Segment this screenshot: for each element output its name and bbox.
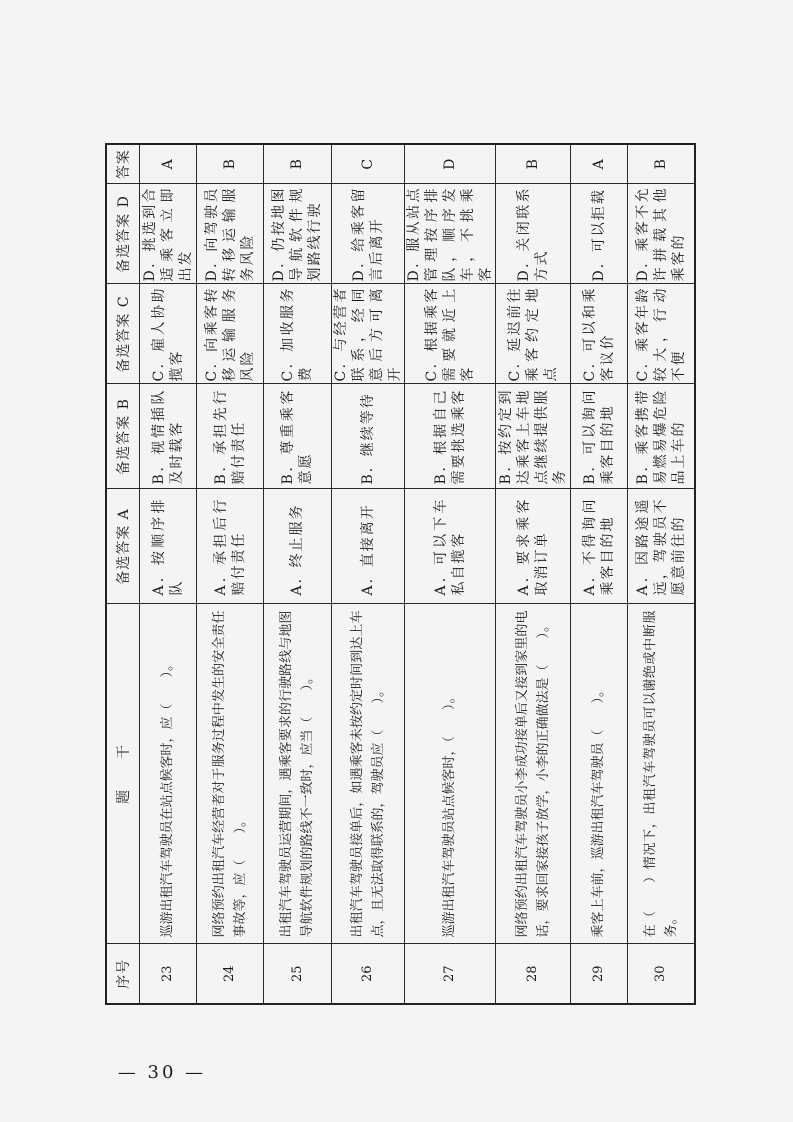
option-a: A．要求乘客取消订单 (495, 489, 570, 604)
option-c: C．与经营者联系，经同意后方可离开 (331, 284, 404, 384)
option-b: B．尊重乘客意愿 (263, 384, 331, 489)
correct-answer: A (570, 144, 627, 184)
question-number: 28 (495, 944, 570, 1004)
option-a: A．终止服务 (263, 489, 331, 604)
option-a: A．按顺序排队 (139, 489, 196, 604)
option-b: B．继续等待 (331, 384, 404, 489)
correct-answer: D (404, 144, 495, 184)
question-table-container (105, 145, 696, 1005)
option-a: A．因路途遥远，驾驶员不愿意前往的 (627, 489, 695, 604)
table-row (627, 144, 695, 1004)
option-b: B．按约定到达乘客上车地点继续提供服务 (495, 384, 570, 489)
question-number: 26 (331, 944, 404, 1004)
header-seq: 序号 (106, 944, 139, 1004)
option-d: D．挑选到合适乘客立即出发 (139, 184, 196, 284)
correct-answer: B (495, 144, 570, 184)
header-option-a: 备选答案 A (106, 489, 139, 604)
table-header-row (106, 144, 139, 1004)
option-a: A．承担后行赔付责任 (196, 489, 263, 604)
option-a: A．直接离开 (331, 489, 404, 604)
question-number: 25 (263, 944, 331, 1004)
question-number: 27 (404, 944, 495, 1004)
option-d: D．服从站点管理按序排队，顺序发车，不挑乘客 (404, 184, 495, 284)
question-number: 30 (627, 944, 695, 1004)
table-row (404, 144, 495, 1004)
question-stem: 巡游出租汽车驾驶员在站点候客时，应（ ）。 (139, 604, 196, 944)
option-b: B．承担先行赔付责任 (196, 384, 263, 489)
question-stem: 网络预约出租汽车经营者对于服务过程中发生的安全责任事故等，应（ ）。 (196, 604, 263, 944)
header-option-d: 备选答案 D (106, 184, 139, 284)
option-a: A．不得询问乘客目的地 (570, 489, 627, 604)
question-stem: 在（ ）情况下，出租汽车驾驶员可以谢绝或中断服务。 (627, 604, 695, 944)
question-stem: 巡游出租汽车驾驶员站点候客时，（ ）。 (404, 604, 495, 944)
question-stem: 网络预约出租汽车驾驶员小李成功接单后又接到家里的电话，要求回家接孩子放学，小李的正确做法是（ ）。 (495, 604, 570, 944)
option-d: D．仍按地图导航软件规划路线行驶 (263, 184, 331, 284)
option-c: C．雇人协助揽客 (139, 284, 196, 384)
table-row (196, 144, 263, 1004)
option-c: C．乘客年龄较大，行动不便 (627, 284, 695, 384)
option-b: B．视情插队及时载客 (139, 384, 196, 489)
option-d: D．向驾驶员转移运输服务风险 (196, 184, 263, 284)
header-option-b: 备选答案 B (106, 384, 139, 489)
table-row (263, 144, 331, 1004)
table-row (495, 144, 570, 1004)
option-d: D．乘客不允许拼载其他乘客的 (627, 184, 695, 284)
option-c: C．根据乘客需要就近上客 (404, 284, 495, 384)
option-c: C．延迟前往乘客约定地点 (495, 284, 570, 384)
option-b: B．可以询问乘客目的地 (570, 384, 627, 489)
correct-answer: A (139, 144, 196, 184)
header-stem: 题 干 (106, 604, 139, 944)
question-stem: 出租汽车驾驶员运营期间，遇乘客要求的行驶路线与地图导航软件规划的路线不一致时，应当（ ）。 (263, 604, 331, 944)
correct-answer: B (196, 144, 263, 184)
question-number: 29 (570, 944, 627, 1004)
option-c: C．向乘客转移运输服务风险 (196, 284, 263, 384)
option-a: A．可以下车私自揽客 (404, 489, 495, 604)
table-row (570, 144, 627, 1004)
table-row (331, 144, 404, 1004)
header-answer: 答案 (106, 144, 139, 184)
question-stem: 出租汽车驾驶员接单后，如遇乘客未按约定时间到达上车点，且无法取得联系的，驾驶员应（ ）。 (331, 604, 404, 944)
page-number: — 30 — (117, 1062, 207, 1083)
question-stem: 乘客上车前，巡游出租汽车驾驶员（ ）。 (570, 604, 627, 944)
option-b: B．乘客携带易燃易爆危险品上车的 (627, 384, 695, 489)
correct-answer: C (331, 144, 404, 184)
question-table (105, 143, 696, 1005)
option-c: C．可以和乘客议价 (570, 284, 627, 384)
option-d: D．关闭联系方式 (495, 184, 570, 284)
header-option-c: 备选答案 C (106, 284, 139, 384)
question-number: 24 (196, 944, 263, 1004)
option-d: D．可以拒载 (570, 184, 627, 284)
correct-answer: B (627, 144, 695, 184)
table-row (139, 144, 196, 1004)
correct-answer: B (263, 144, 331, 184)
option-d: D．给乘客留言后离开 (331, 184, 404, 284)
question-number: 23 (139, 944, 196, 1004)
option-b: B．根据自己需要挑选乘客 (404, 384, 495, 489)
option-c: C．加收服务费 (263, 284, 331, 384)
